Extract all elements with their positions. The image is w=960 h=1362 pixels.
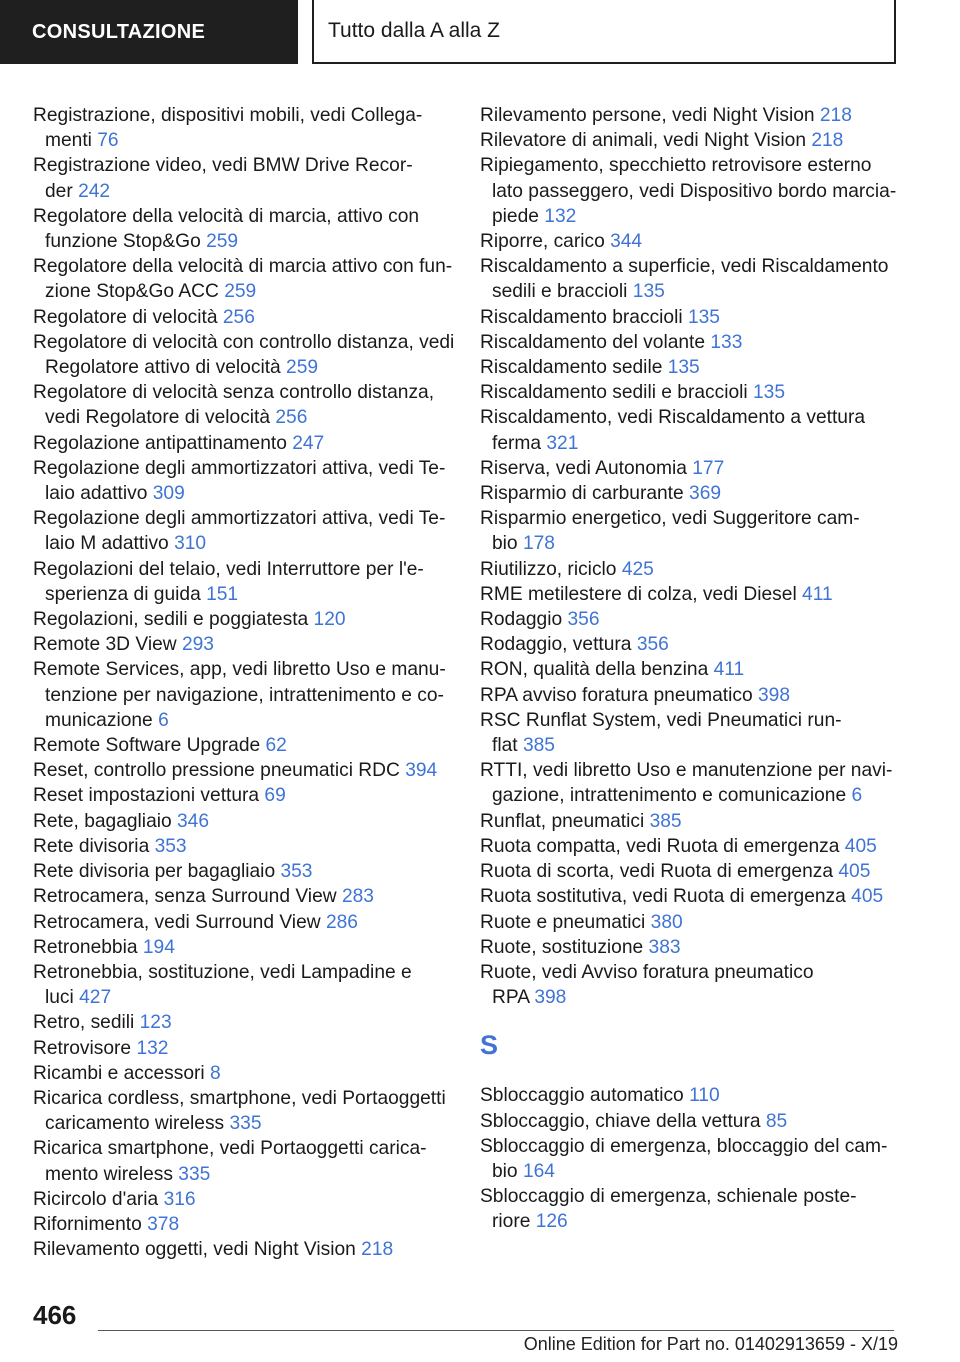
entry-text: Regolazioni, sedili e poggiatesta (33, 609, 314, 631)
page-reference-link[interactable]: 76 (97, 130, 119, 152)
entry-text: Sbloccaggio automatico (480, 1085, 690, 1107)
page-reference-link[interactable]: 85 (765, 1110, 788, 1132)
entry-text: Sbloccaggio di emergenza, schienale poste- (480, 1186, 857, 1208)
entry-text: Regolazioni del telaio, vedi Interruttore per l'e- (33, 558, 424, 580)
entry-text: luci (45, 987, 80, 1009)
index-entry (33, 254, 453, 304)
index-entry (33, 557, 453, 607)
entry-text: Ruote, vedi Avviso foratura pneumatico (480, 961, 814, 983)
entry-text: Remote Services, app, vedi libretto Uso e manu- (33, 659, 446, 681)
entry-text: Riscaldamento, vedi Riscaldamento a vettura (480, 407, 866, 429)
index-entry (480, 330, 910, 355)
entry-text: Rete divisoria (33, 835, 155, 857)
page-reference-link[interactable]: 353 (154, 835, 187, 857)
index-entry (33, 1010, 453, 1035)
page-reference-link[interactable]: 218 (361, 1239, 394, 1261)
index-entry (480, 456, 910, 481)
page-reference-link[interactable]: 242 (78, 180, 111, 202)
page-reference-link[interactable]: 309 (152, 483, 185, 505)
page-reference-link[interactable]: 335 (178, 1163, 211, 1185)
entry-text: Sbloccaggio, chiave della vettura (480, 1110, 766, 1132)
section-title: CONSULTAZIONE (32, 20, 206, 43)
entry-text: Regolatore della velocità di marcia attivo con fun- (33, 256, 453, 278)
page-reference-link[interactable]: 425 (621, 558, 654, 580)
entry-text: Ricambi e accessori (33, 1062, 211, 1084)
entry-text: Sbloccaggio di emergenza, bloccaggio del cam- (480, 1135, 888, 1157)
page-reference-link[interactable]: 335 (229, 1113, 262, 1135)
entry-text: piede (492, 205, 545, 227)
page-reference-link[interactable]: 120 (313, 609, 346, 631)
index-entry (33, 960, 453, 1010)
page-reference-link[interactable]: 286 (325, 911, 358, 933)
entry-text: Riutilizzo, riciclo (480, 558, 622, 580)
entry-text: Rodaggio (480, 609, 568, 631)
page-reference-link[interactable]: 132 (544, 205, 577, 227)
page-reference-link[interactable]: 177 (692, 457, 725, 479)
entry-text: Ricarica smartphone, vedi Portaoggetti carica- (33, 1138, 427, 1160)
index-entry (33, 859, 453, 884)
index-entry (480, 506, 910, 556)
entry-text: Ruote e pneumatici (480, 911, 651, 933)
entry-text: flat (492, 735, 523, 757)
entry-text: Ricarica cordless, smartphone, vedi Portaoggetti (33, 1087, 446, 1109)
entry-text: Rilevamento persone, vedi Night Vision (480, 105, 820, 126)
entry-text: Risparmio energetico, vedi Suggeritore cam- (480, 508, 860, 530)
index-entry (480, 103, 910, 128)
page-reference-link[interactable]: 411 (713, 659, 745, 681)
page-reference-link[interactable]: 346 (177, 810, 210, 832)
page-reference-link[interactable]: 194 (142, 936, 175, 958)
page-reference-link[interactable]: 378 (147, 1213, 180, 1235)
page-reference-link[interactable]: 316 (163, 1188, 196, 1210)
entry-text: Retrocamera, senza Surround View (33, 886, 342, 908)
index-entry (33, 884, 453, 909)
index-entry (480, 582, 910, 607)
entry-text: Ruote, sostituzione (480, 936, 649, 958)
index-entry (480, 834, 910, 859)
index-entry (480, 380, 910, 405)
index-entry (480, 809, 910, 834)
entry-text: Runflat, pneumatici (480, 810, 650, 832)
index-entry (480, 910, 910, 935)
index-entry (33, 1036, 453, 1061)
chapter-title: Tutto dalla A alla Z (328, 19, 500, 42)
index-entry (33, 607, 453, 632)
entry-text: Ruota di scorta, vedi Ruota di emergenza (480, 861, 839, 883)
entry-text: caricamento wireless (45, 1113, 230, 1135)
page-reference-link[interactable]: 398 (534, 987, 567, 1009)
index-entry (480, 859, 910, 884)
entry-text: bio (492, 533, 523, 555)
index-entry (33, 733, 453, 758)
index-entry (33, 1086, 453, 1136)
index-entry (33, 1136, 453, 1186)
entry-text: Rete divisoria per bagagliaio (33, 861, 281, 883)
entry-text: der (45, 180, 79, 202)
entry-text: Ruota compatta, vedi Ruota di emergenza (480, 835, 845, 857)
index-entry (33, 103, 453, 153)
index-entry (33, 506, 453, 556)
index-entry (33, 1061, 453, 1086)
page-reference-link[interactable]: 133 (710, 331, 743, 353)
entry-text: funzione Stop&Go (45, 231, 207, 253)
index-entry (33, 330, 453, 380)
entry-text: ferma (492, 432, 547, 454)
entry-text: Riscaldamento a superficie, vedi Riscaldamento (480, 256, 889, 278)
entry-text: Riscaldamento sedili e braccioli (480, 382, 754, 404)
entry-text: Riscaldamento sedile (480, 357, 668, 379)
page-reference-link[interactable]: 135 (667, 357, 700, 379)
page-reference-link[interactable]: 259 (224, 281, 257, 303)
page-reference-link[interactable]: 135 (687, 306, 720, 328)
index-entry (480, 1134, 910, 1184)
page-reference-link[interactable]: 178 (522, 533, 555, 555)
entry-text: Remote 3D View (33, 634, 182, 656)
index-entry (33, 758, 453, 783)
entry-text: Retronebbia, sostituzione, vedi Lampadine e (33, 961, 412, 983)
page-reference-link[interactable]: 405 (844, 835, 877, 857)
entry-text: RPA (492, 987, 535, 1009)
edition-footer: Online Edition for Part no. 01402913659 - X/19 (523, 1334, 898, 1354)
entry-text: menti (45, 130, 98, 152)
entry-text: Ripiegamento, specchietto retrovisore esterno (480, 155, 872, 177)
page-reference-link[interactable]: 310 (174, 533, 207, 555)
index-column-right (480, 103, 910, 1235)
page-reference-link[interactable]: 380 (650, 911, 683, 933)
entry-text: Riscaldamento del volante (480, 331, 711, 353)
entry-text: Retronebbia (33, 936, 143, 958)
index-entry (480, 305, 910, 330)
index-entry (33, 657, 453, 733)
entry-text: sperienza di guida (45, 583, 207, 605)
entry-text: Regolatore di velocità con controllo distanza, vedi (33, 331, 455, 353)
index-entry (480, 557, 910, 582)
page-number: 466 (33, 1300, 77, 1330)
entry-text: tenzione per navigazione, intrattenimento e co- (45, 684, 444, 706)
entry-text: Risparmio di carburante (480, 483, 690, 505)
entry-text: Rifornimento (33, 1213, 148, 1235)
entry-text: Regolazione degli ammortizzatori attiva, vedi Te- (33, 457, 446, 479)
index-entry (33, 783, 453, 808)
entry-text: Regolatore attivo di velocità (45, 357, 287, 379)
page-reference-link[interactable]: 164 (522, 1160, 555, 1182)
page-reference-link[interactable]: 259 (286, 357, 319, 379)
index-entry (33, 910, 453, 935)
page-reference-link[interactable]: 369 (689, 483, 722, 505)
index-entry (480, 1109, 910, 1134)
entry-text: Riscaldamento braccioli (480, 306, 688, 328)
entry-text: Retrocamera, vedi Surround View (33, 911, 326, 933)
entry-text: bio (492, 1160, 523, 1182)
entry-text: Regolatore di velocità (33, 306, 223, 328)
letter-heading: S (480, 1030, 499, 1061)
page-reference-link[interactable]: 8 (210, 1062, 221, 1084)
page-reference-link[interactable]: 62 (265, 735, 287, 757)
entry-text: laio M adattivo (45, 533, 175, 555)
index-entry (480, 1083, 910, 1108)
entry-text: Retro, sedili (33, 1012, 140, 1034)
index-entry (33, 153, 453, 203)
index-entry (480, 884, 910, 909)
index-entry (33, 431, 453, 456)
page-reference-link[interactable]: 344 (610, 231, 643, 253)
index-entry (480, 355, 910, 380)
index-entry (33, 1212, 453, 1237)
index-entry (480, 960, 910, 1010)
entry-text: Remote Software Upgrade (33, 735, 266, 757)
index-entry (480, 229, 910, 254)
entry-text: Ricircolo d'aria (33, 1188, 164, 1210)
page-reference-link[interactable]: 356 (567, 609, 600, 631)
page-reference-link[interactable]: 353 (280, 861, 313, 883)
page-reference-link[interactable]: 405 (851, 886, 884, 908)
entry-text: sedili e braccioli (492, 281, 633, 303)
entry-text: zione Stop&Go ACC (45, 281, 225, 303)
index-entry (33, 305, 453, 330)
entry-text: mento wireless (45, 1163, 179, 1185)
page-reference-link[interactable]: 126 (535, 1211, 568, 1233)
index-entry (480, 683, 910, 708)
entry-text: Registrazione video, vedi BMW Drive Recor- (33, 155, 413, 177)
page-reference-link[interactable]: 321 (546, 432, 579, 454)
index-entry (480, 935, 910, 960)
entry-text: RTTI, vedi libretto Uso e manutenzione per navi- (480, 760, 893, 782)
page-reference-link[interactable]: 256 (275, 407, 308, 429)
entry-text: RON, qualità della benzina (480, 659, 714, 681)
entry-text: Registrazione, dispositivi mobili, vedi Collega- (33, 105, 423, 126)
index-entry (33, 1187, 453, 1212)
entry-text: vedi Regolatore di velocità (45, 407, 276, 429)
index-entry (33, 834, 453, 859)
page-reference-link[interactable]: 6 (851, 785, 863, 807)
index-entry (33, 380, 453, 430)
index-column-left (33, 103, 453, 1262)
page-reference-link[interactable]: 385 (522, 735, 555, 757)
index-entry (33, 809, 453, 834)
page-reference-link[interactable]: 132 (136, 1037, 169, 1059)
entry-text: RSC Runflat System, vedi Pneumatici run- (480, 709, 842, 731)
entry-text: Rilevatore di animali, vedi Night Vision (480, 130, 812, 152)
index-entry (33, 935, 453, 960)
chapter-tab (312, 0, 896, 64)
page-reference-link[interactable]: 259 (206, 231, 239, 253)
entry-text: Reset impostazioni vettura (33, 785, 265, 807)
entry-text: Riporre, carico (480, 231, 611, 253)
entry-text: riore (492, 1211, 536, 1233)
page-reference-link[interactable]: 385 (649, 810, 682, 832)
page-reference-link[interactable]: 123 (139, 1012, 172, 1034)
index-entry (480, 153, 910, 229)
page-reference-link[interactable]: 427 (79, 987, 112, 1009)
entry-text: Regolazione degli ammortizzatori attiva, vedi Te- (33, 508, 446, 530)
page-reference-link[interactable]: 247 (292, 432, 325, 454)
page-reference-link[interactable]: 218 (811, 130, 844, 152)
entry-text: laio adattivo (45, 483, 153, 505)
entry-text: RME metilestere di colza, vedi Diesel (480, 583, 803, 605)
entry-text: Rete, bagagliaio (33, 810, 178, 832)
page-reference-link[interactable]: 383 (648, 936, 681, 958)
entry-text: Regolatore della velocità di marcia, attivo con (33, 205, 420, 227)
page-reference-link[interactable]: 398 (758, 684, 791, 706)
entry-text: Retrovisore (33, 1037, 137, 1059)
index-entry (33, 456, 453, 506)
page-reference-link[interactable]: 394 (405, 760, 438, 782)
index-entry (33, 204, 453, 254)
page-reference-link[interactable]: 256 (222, 306, 255, 328)
page-reference-link[interactable]: 218 (819, 105, 852, 126)
index-entry (33, 1237, 453, 1262)
index-entry (480, 254, 910, 304)
page-reference-link[interactable]: 6 (158, 709, 169, 731)
page-reference-link[interactable]: 110 (689, 1085, 720, 1107)
footer-divider (98, 1330, 894, 1331)
index-entry (480, 657, 910, 682)
page-reference-link[interactable]: 293 (181, 634, 214, 656)
entry-text: Reset, controllo pressione pneumatici RDC (33, 760, 406, 782)
index-entry (480, 758, 910, 808)
page-reference-link[interactable]: 69 (264, 785, 286, 807)
entry-text: gazione, intrattenimento e comunicazione (492, 785, 852, 807)
entry-text: Ruota sostitutiva, vedi Ruota di emergenza (480, 886, 852, 908)
entry-text: lato passeggero, vedi Dispositivo bordo marcia- (492, 180, 897, 202)
page-reference-link[interactable]: 151 (206, 583, 239, 605)
entry-text: Regolatore di velocità senza controllo distanza, (33, 382, 435, 404)
index-entry (480, 405, 910, 455)
page-reference-link[interactable]: 356 (636, 634, 669, 656)
page-reference-link[interactable]: 135 (753, 382, 786, 404)
entry-text: RPA avviso foratura pneumatico (480, 684, 759, 706)
index-entry (480, 128, 910, 153)
index-entry (480, 708, 910, 758)
index-entry (480, 481, 910, 506)
entry-text: Rilevamento oggetti, vedi Night Vision (33, 1239, 362, 1261)
index-entry (480, 632, 910, 657)
entry-text: Regolazione antipattinamento (33, 432, 293, 454)
entry-text: municazione (45, 709, 159, 731)
index-entry (480, 607, 910, 632)
index-entry (480, 1184, 910, 1234)
page-reference-link[interactable]: 135 (632, 281, 665, 303)
page-reference-link[interactable]: 405 (838, 861, 871, 883)
section-tab (0, 0, 298, 64)
page-reference-link[interactable]: 283 (341, 886, 374, 908)
index-entry (33, 632, 453, 657)
page-reference-link[interactable]: 411 (802, 583, 833, 605)
entry-text: Riserva, vedi Autonomia (480, 457, 693, 479)
entry-text: Rodaggio, vettura (480, 634, 637, 656)
